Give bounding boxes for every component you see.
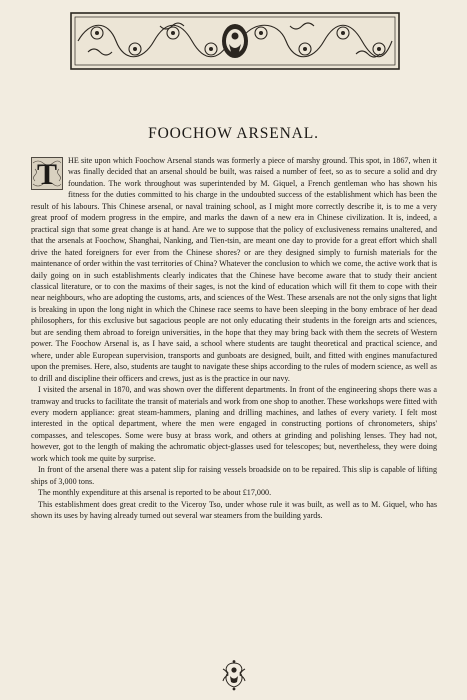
header-ornament-icon	[70, 12, 400, 70]
paragraph: In front of the arsenal there was a patent slip for raising vessels broadside on to be repaired. This slip is capable of lifting ships of 3,000 tons.	[31, 465, 437, 486]
paragraph: I visited the arsenal in 1870, and was shown over the different departments. In front of the engineering shops there was a tramway and trucks to facilitate the transit of materials and work from one shop to another. These workshops were fitted with every modern appliance: great steam-hammers, planing and drilling machines, and lathes of every variety. I felt most interested in the optical department, where the men were engaged in constructing portions of chronometers, ships' compasses, and telescopes. Some were busy at brass work, and others at grinding and polishing lenses. They had not, however, got to the length of making the achromatic object-glasses used for telescopes; but, nevertheless, they were doing work which took me quite by surprise.	[31, 385, 437, 463]
paragraph: The monthly expenditure at this arsenal is reported to be about £17,000.	[38, 488, 272, 498]
svg-text:T: T	[36, 158, 58, 190]
paragraph: This establishment does great credit to the Viceroy Tso, under whose rule it was built, as well as to M. Giquel, who has shown its uses by having already turned out several war steamers from the building yards.	[31, 499, 437, 521]
paragraph-text: HE site upon which Foochow Arsenal stands was formerly a piece of marshy ground. This spot, in 1867, when it was finally decided that an arsenal should be built, was raised a number of feet, so as to secure a solid and dry foundation. The work throughout was superintended by M. Giquel, a French gentleman who has shown his fitness for the duties committed to his charge in the undoubted success of the establishment which has been the result of his labours. This Chinese arsenal, or naval training school, as I might more correctly describe it, is to me a very great proof of modern progress in the empire, and marks the dawn of a new era in Chinese civilization. It is, indeed, a practical sign that some great change is at hand. Are we to suppose that the policy of exclusiveness remains unaltered, and that the arsenals at Foochow, Shanghai, Nanking, and Tien-tsin, are meant one day to provide for a great effort which shall drive the hated foreigners for ever from the Chinese shores? or are they designed simply to furnish materials for the maintenance of order within the vast territories of China? Whatever the conclusion to which we come, the active work that is daily going on in such establishments clearly indicates that the Chinese have become aware that to study their ancient classical literature, or to con the maxims of their sages, is not the kind of education which will fit them to cope with their near neighbours, who are adopting the customs, arts, and sciences of the West. These arsenals are not the only signs that light is breaking in upon the long night in which the Chinese race seems to have been sleeping in the bony embrace of her dead philosophers, for this exclusive but sagacious people are not only educating their students in the foreign arts and sciences, but are sending them abroad to foreign universities, in the hope that they may bring back with them the secrets of Western power. The Foochow Arsenal is, as I have said, a school where students are taught theoretical and practical science, and where, under able European supervision, transports and gunboats are designed, built, and fitted with engines manufactured upon the premises. Here, also, students are taught to navigate these ships according to the rules of modern science, as well as to drill and discipline their officers and crews, just as is the practice in our navy.	[31, 156, 437, 383]
paragraph	[31, 155, 437, 384]
page-title: FOOCHOW ARSENAL.	[148, 125, 319, 142]
footer-ornament-icon	[221, 659, 247, 691]
dropcap-t-icon	[31, 157, 63, 190]
article-body	[31, 155, 437, 522]
